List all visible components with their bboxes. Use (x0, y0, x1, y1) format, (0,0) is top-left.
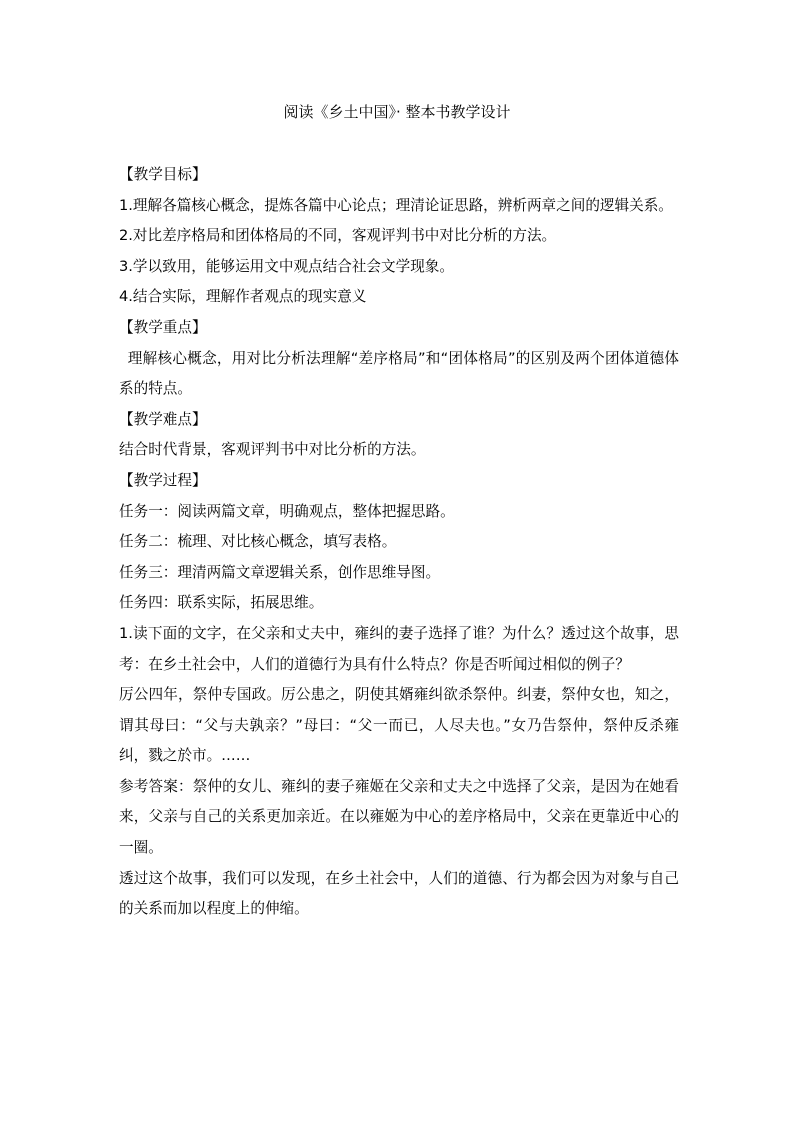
document-title: 阅读《乡土中国》· 整本书教学设计 (283, 103, 511, 121)
section-heading-key-points: 【教学重点】 (119, 318, 207, 336)
document-body (119, 160, 679, 925)
section-heading-process: 【教学过程】 (119, 471, 207, 489)
reference-answer: 参考答案：祭仲的女儿、雍纠的妻子雍姬在父亲和丈夫之中选择了父亲，是因为在她看来，父亲与自己的关系更加亲近。在以雍姬为中心的差序格局中，父亲在更靠近中心的一圈。 (119, 777, 679, 857)
section-heading-objectives: 【教学目标】 (119, 166, 207, 183)
key-points-text: 理解核心概念，用对比分析法理解“差序格局”和“团体格局”的区别及两个团体道德体系的特点。 (119, 349, 679, 398)
objective-item: 2.对比差序格局和团体格局的不同，客观评判书中对比分析的方法。 (119, 227, 557, 245)
question-text: 1.读下面的文字，在父亲和丈夫中，雍纠的妻子选择了谁？为什么？透过这个故事，思考：在乡土社会中，人们的道德行为具有什么特点？你是否听闻过相似的例子？ (119, 624, 679, 673)
task-item: 任务一：阅读两篇文章，明确观点，整体把握思路。 (119, 502, 455, 520)
objective-item: 3.学以致用，能够运用文中观点结合社会文学现象。 (119, 257, 454, 275)
task-item: 任务四：联系实际，拓展思维。 (119, 594, 324, 612)
section-heading-difficulties: 【教学难点】 (119, 410, 207, 428)
difficulties-text: 结合时代背景，客观评判书中对比分析的方法。 (119, 441, 426, 459)
objective-item: 4.结合实际，理解作者观点的现实意义 (119, 288, 367, 306)
objective-item: 1.理解各篇核心概念，提炼各篇中心论点；理清论证思路，辨析两章之间的逻辑关系。 (119, 196, 673, 214)
conclusion-text: 透过这个故事，我们可以发现，在乡土社会中，人们的道德、行为都会因为对象与自己的关系而加以程度上的伸缩。 (119, 869, 679, 918)
quoted-passage: 厉公四年，祭仲专国政。厉公患之，阴使其婿雍纠欲杀祭仲。纠妻，祭仲女也，知之，谓其母曰：“父与夫孰亲？”母曰：“父一而已，人尽夫也。”女乃告祭仲，祭仲反杀雍纠，戮之於市。…… (119, 686, 679, 765)
task-item: 任务三：理清两篇文章逻辑关系，创作思维导图。 (119, 563, 441, 581)
task-item: 任务二：梳理、对比核心概念，填写表格。 (119, 533, 397, 551)
